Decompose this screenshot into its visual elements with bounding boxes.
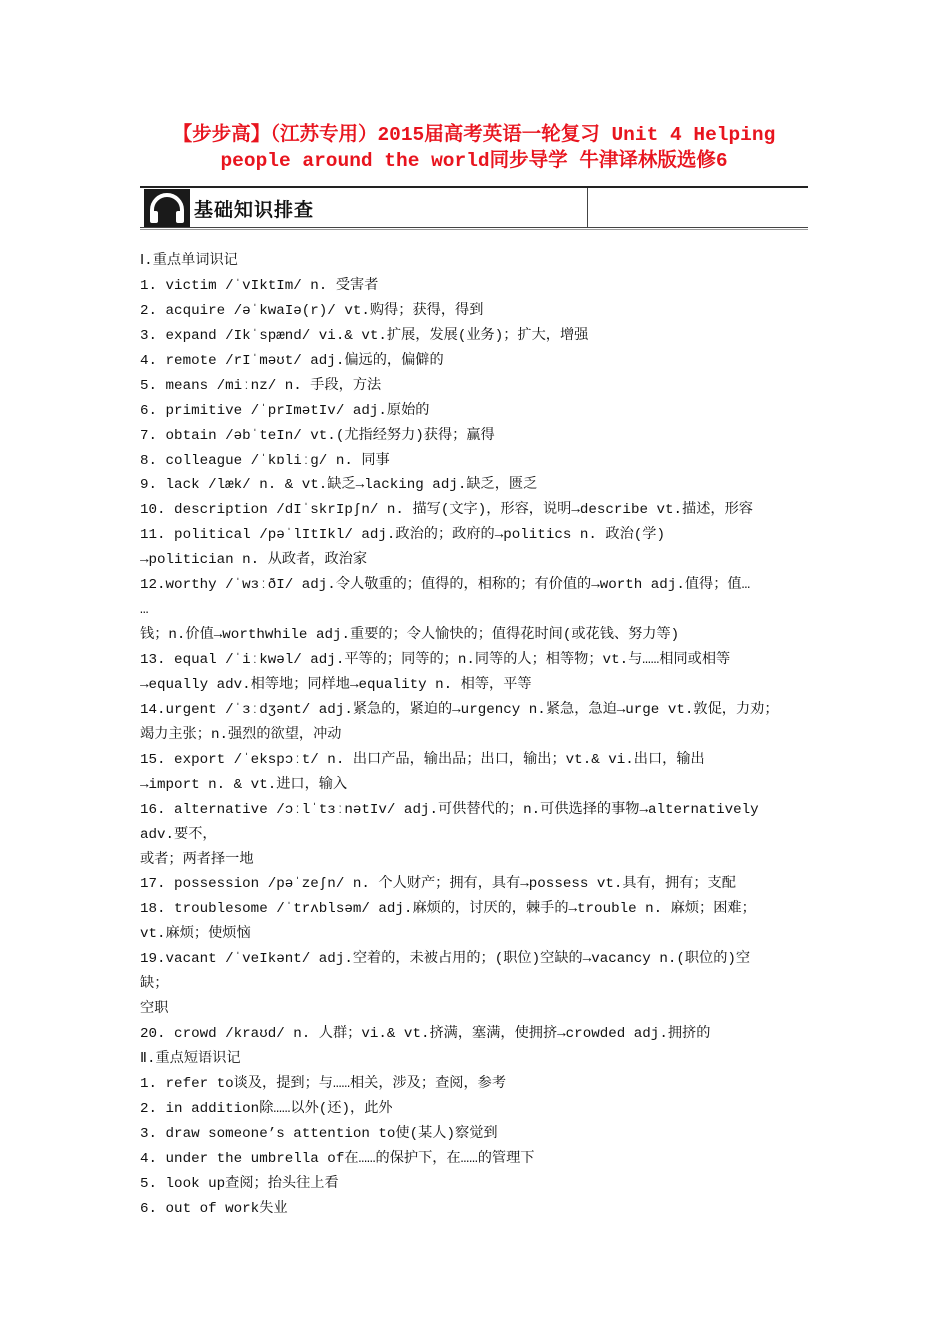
section-banner: [140, 186, 808, 230]
text-line: 15. export /ˈekspɔːt/ n. 出口产品，输出品；出口，输出；vt.& vi.出口，输出: [140, 751, 705, 768]
text-line: 空职: [140, 1001, 169, 1018]
text-line: 18. troublesome /ˈtrʌblsəm/ adj.麻烦的，讨厌的，棘手的→trouble n. 麻烦；困难；: [140, 901, 756, 918]
text-line: 6. primitive /ˈprImətIv/ adj.原始的: [140, 402, 430, 419]
text-line: 竭力主张；n.强烈的欲望，冲动: [140, 726, 342, 743]
text-line: 缺；: [140, 976, 169, 993]
text-line: 9. lack /læk/ n. & vt.缺乏→lacking adj.缺乏，匮乏: [140, 477, 538, 494]
text-line: 4. remote /rIˈməʊt/ adj.偏远的，偏僻的: [140, 352, 444, 369]
text-line: 12.worthy /ˈwɜːðI/ adj.令人敬重的；值得的，相称的；有价值的→worth adj.值得；值…: [140, 577, 751, 594]
text-line: 3. draw someone’s attention to使(某人)察觉到: [140, 1125, 498, 1142]
text-line: Ⅰ.重点单词识记: [140, 253, 238, 269]
text-line: 4. under the umbrella of在……的保护下，在……的管理下: [140, 1150, 535, 1167]
text-line: 13. equal /ˈiːkwəl/ adj.平等的；同等的；n.同等的人；相等物；vt.与……相同或相等: [140, 652, 731, 668]
banner-label: 基础知识排查: [194, 199, 315, 221]
title-line-1: 【步步高】（江苏专用）2015届高考英语一轮复习 Unit 4 Helping: [172, 124, 776, 146]
text-line: 钱；n.价值→worthwhile adj.重要的；令人愉快的；值得花时间(或花钱、努力等): [140, 627, 680, 644]
text-line: 5. look up查阅；抬头往上看: [140, 1175, 339, 1192]
text-line: 19.vacant /ˈveIkənt/ adj.空着的，未被占用的；(职位)空缺的→vacancy n.(职位的)空: [140, 951, 751, 968]
text-line: →politician n. 从政者，政治家: [140, 552, 368, 569]
text-line: 14.urgent /ˈɜːdʒənt/ adj.紧急的，紧迫的→urgency n.紧急，急迫→urge vt.敦促，力劝；: [140, 701, 779, 718]
text-line: →equally adv.相等地；同样地→equality n. 相等，平等: [140, 676, 532, 693]
text-line: vt.麻烦；使烦恼: [140, 926, 251, 943]
text-line: 5. means /miːnz/ n. 手段，方法: [140, 377, 382, 394]
text-line: 8. colleague /ˈkɒliːg/ n. 同事: [140, 452, 390, 469]
text-line: 16. alternative /ɔːlˈtɜːnətIv/ adj.可供替代的；n.可供选择的事物→alternatively: [140, 801, 759, 818]
banner-top-rule: [140, 186, 808, 188]
text-line: …: [140, 602, 149, 619]
text-line: 2. in addition除……以外(还)，此外: [140, 1100, 393, 1117]
text-line: 1. refer to谈及，提到；与……相关，涉及；查阅，参考: [140, 1075, 507, 1092]
banner-divider: [587, 188, 588, 227]
text-line: 或者；两者择一地: [140, 851, 254, 868]
text-line: 1. victim /ˈvIktIm/ n. 受害者: [140, 277, 379, 294]
text-line: →import n. & vt.进口，输入: [140, 776, 348, 793]
text-line: 17. possession /pəˈzeʃn/ n. 个人财产；拥有，具有→possess vt.具有，拥有；支配: [140, 876, 736, 893]
text-line: 20. crowd /kraʊd/ n. 人群；vi.& vt.挤满，塞满，使拥挤→crowded adj.拥挤的: [140, 1026, 711, 1043]
text-line: 7. obtain /əbˈteIn/ vt.(尤指经努力)获得；赢得: [140, 427, 495, 444]
document-title: [140, 122, 808, 174]
title-line-2: people around the world同步导学 牛津译林版选修6: [220, 150, 728, 172]
vocabulary-list: [140, 249, 815, 1222]
banner-bottom-rule: [140, 227, 808, 228]
text-line: Ⅱ.重点短语识记: [140, 1051, 241, 1067]
text-line: 11. political /pəˈlItIkl/ adj.政治的；政府的→politics n. 政治(学): [140, 527, 666, 544]
text-line: 10. description /dIˈskrIpʃn/ n. 描写(文字)，形容，说明→describe vt.描述，形容: [140, 502, 753, 519]
text-line: adv.要不，: [140, 826, 217, 843]
banner-bottom-rule-light: [140, 229, 808, 230]
text-line: 3. expand /Ikˈspænd/ vi.& vt.扩展，发展(业务)；扩大，增强: [140, 327, 589, 344]
headphones-icon: [144, 189, 190, 227]
text-line: 6. out of work失业: [140, 1200, 288, 1217]
text-line: 2. acquire /əˈkwaIə(r)/ vt.购得；获得，得到: [140, 302, 484, 319]
